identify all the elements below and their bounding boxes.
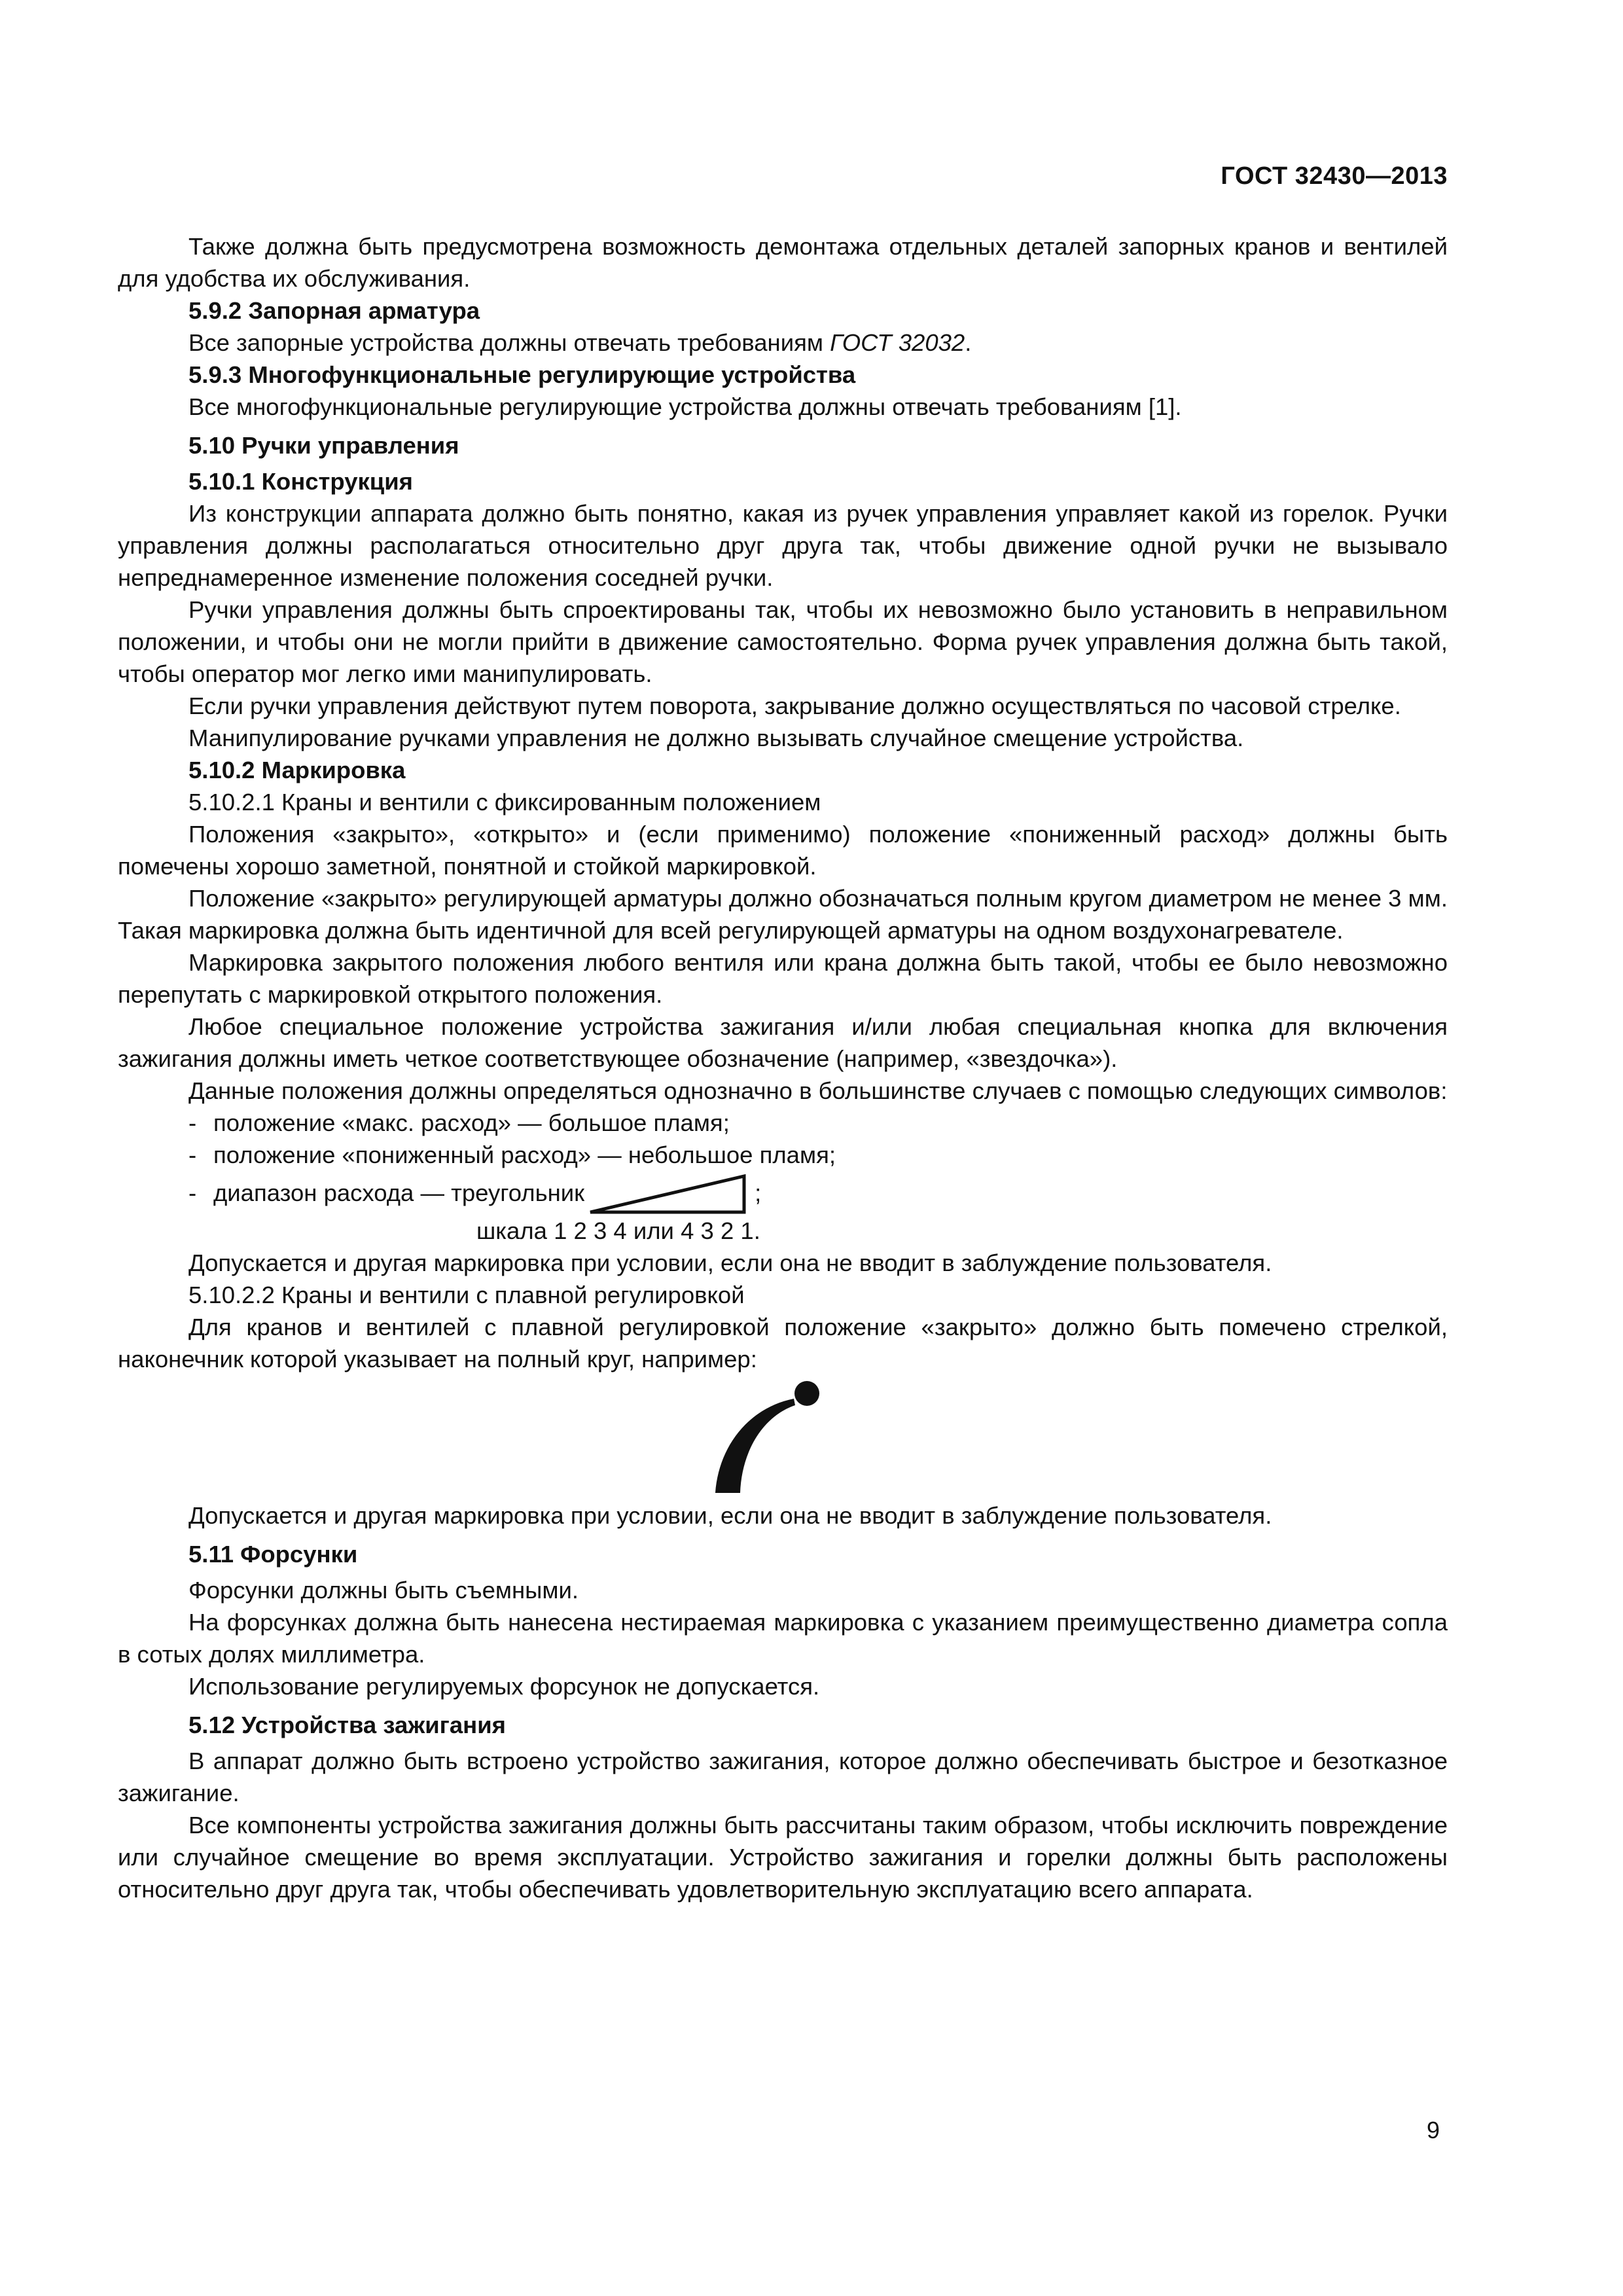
list-item-text: положение «пониженный расход» — небольшое пламя; xyxy=(213,1141,836,1168)
paragraph: Маркировка закрытого положения любого вентиля или крана должна быть такой, чтобы ее было невозможно перепутать с маркировкой открытого положения. xyxy=(118,949,1448,1008)
paragraph: В аппарат должно быть встроено устройство зажигания, которое должно обеспечивать быстрое и безотказное зажигание. xyxy=(118,1748,1448,1806)
heading-5-10-2-1: 5.10.2.1 Краны и вентили с фиксированным положением xyxy=(188,789,821,816)
paragraph: Из конструкции аппарата должно быть понятно, какая из ручек управления управляет какой из горелок. Ручки управления должны располагаться относительно друг друга так, чтобы движение одной ручки не вызывало непреднамеренное изменение положения соседней ручки. xyxy=(118,500,1448,591)
paragraph: Допускается и другая маркировка при условии, если она не вводит в заблуждение пользователя. xyxy=(188,1502,1272,1529)
heading-5-9-2: 5.9.2 Запорная арматура xyxy=(188,297,480,324)
list-dash: - xyxy=(188,1109,197,1136)
heading-5-9-3: 5.9.3 Многофункциональные регулирующие устройства xyxy=(188,361,856,388)
paragraph: Использование регулируемых форсунок не допускается. xyxy=(188,1673,820,1700)
list-item-text: положение «макс. расход» — большое пламя; xyxy=(213,1109,730,1136)
standard-reference: ГОСТ 32032 xyxy=(830,329,965,356)
heading-5-10-2: 5.10.2 Маркировка xyxy=(188,757,406,783)
paragraph: Форсунки должны быть съемными. xyxy=(188,1577,579,1604)
paragraph: Все многофункциональные регулирующие устройства должны отвечать требованиям [1]. xyxy=(188,393,1182,420)
heading-5-10-1: 5.10.1 Конструкция xyxy=(188,468,413,495)
heading-5-10: 5.10 Ручки управления xyxy=(188,432,459,459)
paragraph-text: Все запорные устройства должны отвечать требованиям xyxy=(188,329,830,356)
paragraph: Любое специальное положение устройства зажигания и/или любая специальная кнопка для включения зажигания должны иметь четкое соответствующее обозначение (например, «звездочка»). xyxy=(118,1013,1448,1072)
page-number: 9 xyxy=(1426,2117,1440,2144)
paragraph: На форсунках должна быть нанесена нестираемая маркировка с указанием преимущественно диаметра сопла в сотых долях миллиметра. xyxy=(118,1609,1448,1668)
list-dash: - xyxy=(188,1141,197,1168)
list-item xyxy=(118,1107,1448,1139)
list-item xyxy=(118,1139,1448,1171)
standard-number: ГОСТ 32430—2013 xyxy=(1221,162,1448,190)
paragraph: Все компоненты устройства зажигания должны быть рассчитаны таким образом, чтобы исключить повреждение или случайное смещение во время эксплуатации. Устройство зажигания и горелки должны быть расположены относительно друг друга так, чтобы обеспечивать удовлетворительную эксплуатацию всего аппарата. xyxy=(118,1812,1448,1903)
paragraph: Данные положения должны определяться однозначно в большинстве случаев с помощью следующих символов: xyxy=(188,1077,1448,1104)
paragraph-end: . xyxy=(965,329,972,356)
heading-5-12: 5.12 Устройства зажигания xyxy=(188,1712,506,1738)
scale-line: шкала 1 2 3 4 или 4 3 2 1. xyxy=(476,1217,760,1244)
heading-5-10-2-2: 5.10.2.2 Краны и вентили с плавной регулировкой xyxy=(188,1282,745,1308)
list-item xyxy=(118,1171,1448,1215)
list-item-tail: ; xyxy=(755,1179,762,1206)
paragraph: Положение «закрыто» регулирующей арматуры должно обозначаться полным кругом диаметром не менее 3 мм. Такая маркировка должна быть идентичной для всей регулирующей арматуры на одном воздухонагревателе. xyxy=(118,885,1448,944)
paragraph: Положения «закрыто», «открыто» и (если применимо) положение «пониженный расход» должны быть помечены хорошо заметной, понятной и стойкой маркировкой. xyxy=(118,821,1448,880)
closed-position-arrow-icon xyxy=(702,1375,833,1499)
list-dash: - xyxy=(188,1179,197,1206)
paragraph: Манипулирование ручками управления не должно вызывать случайное смещение устройства. xyxy=(188,725,1244,751)
page-content xyxy=(118,230,1448,1905)
paragraph: Допускается и другая маркировка при условии, если она не вводит в заблуждение пользователя. xyxy=(188,1249,1272,1276)
closed-arrow-figure xyxy=(118,1375,1448,1499)
heading-5-11: 5.11 Форсунки xyxy=(188,1541,358,1568)
paragraph: Также должна быть предусмотрена возможность демонтажа отдельных деталей запорных кранов и вентилей для удобства их обслуживания. xyxy=(118,233,1448,292)
paragraph xyxy=(118,327,1448,359)
paragraph: Если ручки управления действуют путем поворота, закрывание должно осуществляться по часовой стрелке. xyxy=(188,692,1401,719)
list-item-text: диапазон расхода — треугольник xyxy=(213,1179,585,1206)
flow-range-triangle-icon xyxy=(588,1174,751,1215)
paragraph: Для кранов и вентилей с плавной регулировкой положение «закрыто» должно быть помечено стрелкой, наконечник которой указывает на полный круг, например: xyxy=(118,1314,1448,1372)
paragraph: Ручки управления должны быть спроектированы так, чтобы их невозможно было установить в неправильном положении, и чтобы они не могли прийти в движение самостоятельно. Форма ручек управления должна быть такой, чтобы оператор мог легко ими манипулировать. xyxy=(118,596,1448,687)
